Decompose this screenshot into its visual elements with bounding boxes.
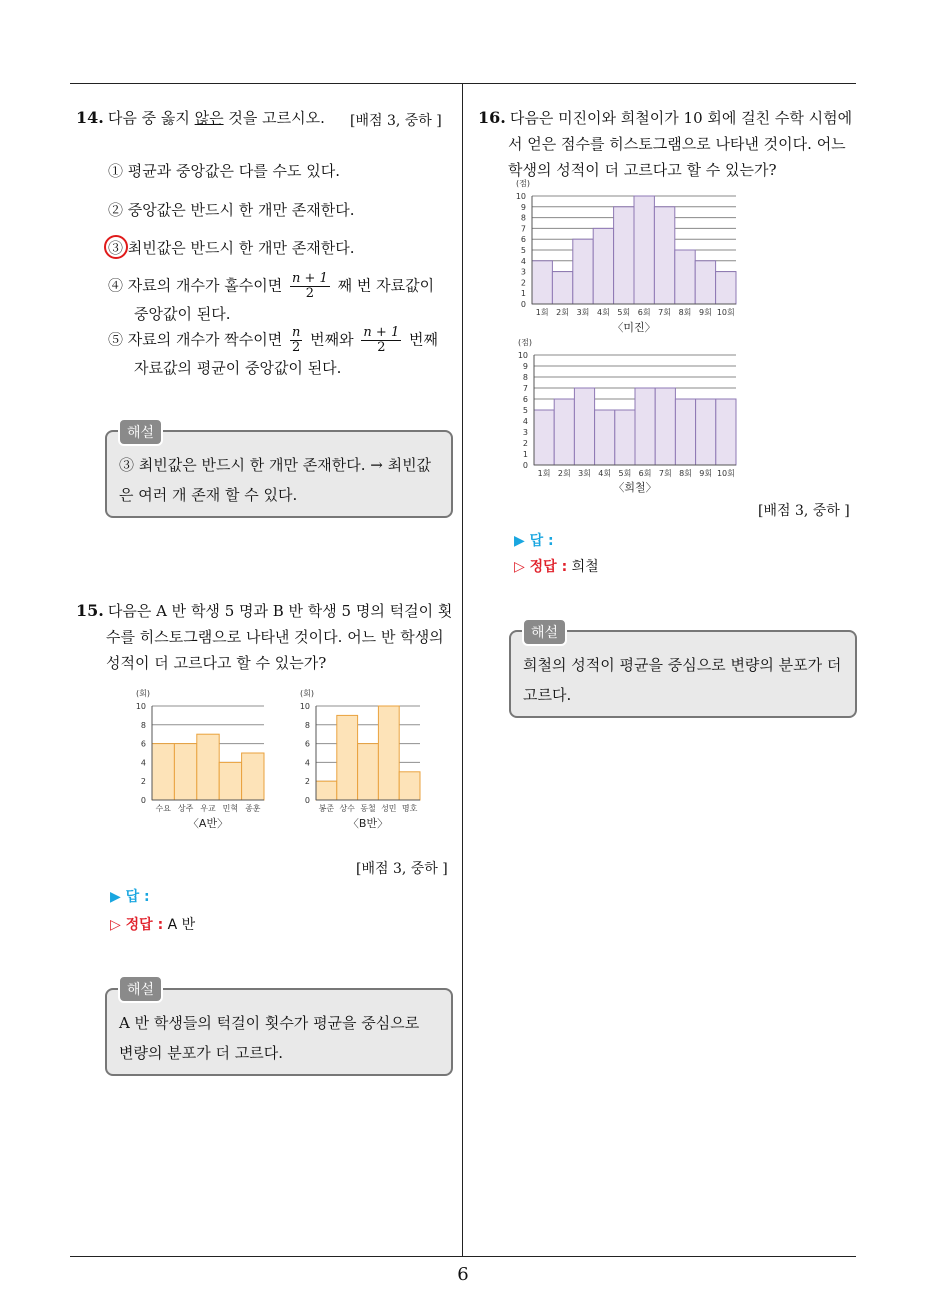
- chart-title: 〈미진〉: [612, 321, 656, 334]
- x-tick-label: 5회: [617, 308, 631, 317]
- bar: [675, 399, 695, 465]
- chart-title: 〈B반〉: [347, 817, 389, 830]
- q14-number: 14.: [76, 108, 104, 127]
- q15-explanation-box: A 반 학생들의 턱걸이 횟수가 평균을 중심으로 변량의 분포가 더 고르다.: [105, 988, 453, 1076]
- x-tick-label: 7회: [658, 308, 672, 317]
- bar: [716, 272, 736, 304]
- q15-score: [배점 3, 중하 ]: [356, 861, 448, 877]
- y-axis-unit: (점): [516, 179, 530, 188]
- y-tick-label: 4: [140, 758, 146, 768]
- x-tick-label: 명호: [401, 804, 418, 813]
- chart-title: 〈A반〉: [187, 817, 229, 830]
- x-tick-label: 2회: [557, 469, 571, 478]
- y-tick-label: 4: [304, 758, 310, 768]
- x-tick-label: 10회: [716, 469, 735, 478]
- y-tick-label: 8: [140, 720, 146, 730]
- chart-title: 〈희철〉: [613, 481, 657, 494]
- bar: [316, 781, 337, 800]
- y-tick-label: 2: [304, 777, 310, 787]
- q14-explanation-tag: 해설: [118, 418, 163, 446]
- q16-explanation-tag: 해설: [522, 618, 567, 646]
- x-tick-label: 9회: [699, 469, 713, 478]
- bar: [655, 388, 675, 465]
- bar: [197, 734, 219, 800]
- column-divider: [462, 83, 463, 1257]
- q14-option-1[interactable]: ① 평균과 중앙값은 다를 수도 있다.: [108, 162, 340, 180]
- chart-huicheol: [510, 338, 740, 500]
- x-tick-label: 1회: [535, 308, 549, 317]
- q15-answer-label: ▶ 답 :: [110, 889, 150, 905]
- bar: [695, 261, 715, 304]
- q15-explanation-tag: 해설: [118, 975, 163, 1003]
- y-tick-label: 6: [304, 739, 310, 749]
- q14-option-4[interactable]: ④ 자료의 개수가 홀수이면 $\frac{n + 1}{2}$ 째 번 자료값이 중앙값이 된다.: [108, 271, 435, 323]
- top-rule: [70, 83, 856, 84]
- x-tick-label: 3회: [578, 469, 591, 478]
- q16-prompt: 16. 다음은 미진이와 희철이가 10 회에 걸친 수학 시험에 서 얻은 점수를 히스토그램으로 나타낸 것이다. 어느 학생의 성적이 더 고르다고 할 수 있는가?: [478, 108, 853, 179]
- y-tick-label: 10: [515, 192, 526, 201]
- y-tick-label: 10: [135, 702, 146, 711]
- y-tick-label: 7: [520, 224, 526, 234]
- bar: [337, 715, 358, 800]
- y-tick-label: 0: [520, 300, 526, 309]
- bar: [615, 410, 635, 465]
- x-tick-label: 동철: [360, 804, 376, 813]
- bar: [696, 399, 716, 465]
- x-tick-label: 봉준: [318, 804, 335, 813]
- q14-option-3[interactable]: ③ 최빈값은 반드시 한 개만 존재한다.: [108, 239, 355, 257]
- q14-option-5[interactable]: ⑤ 자료의 개수가 짝수이면 $\frac{n}{2}$ 번째와 $\frac{n + 1}{2}$ 번째 자료값의 평균이 중앙값이 된다.: [108, 325, 438, 377]
- y-tick-label: 10: [517, 351, 528, 360]
- x-tick-label: 7회: [658, 469, 672, 478]
- bar: [573, 239, 593, 304]
- x-tick-label: 9회: [698, 308, 712, 317]
- y-tick-label: 6: [520, 235, 526, 245]
- bar: [242, 753, 264, 800]
- bar: [635, 388, 655, 465]
- x-tick-label: 10회: [716, 308, 735, 317]
- bar: [593, 228, 613, 304]
- y-tick-label: 6: [522, 395, 528, 404]
- fraction: $\frac{n + 1}{2}$: [292, 271, 328, 301]
- q15-correct-answer: ▷ 정답 : A 반: [110, 917, 196, 933]
- y-tick-label: 5: [522, 406, 528, 415]
- bar: [532, 261, 552, 304]
- y-tick-label: 8: [520, 213, 526, 223]
- y-axis-unit: (회): [136, 689, 150, 698]
- bar: [595, 410, 615, 465]
- bar: [574, 388, 594, 465]
- q14-option-2[interactable]: ② 중앙값은 반드시 한 개만 존재한다.: [108, 201, 355, 219]
- x-tick-label: 4회: [598, 469, 612, 478]
- x-tick-label: 5회: [618, 469, 632, 478]
- q14-score: [배점 3, 중하 ]: [350, 113, 442, 129]
- x-tick-label: 3회: [576, 308, 590, 317]
- x-tick-label: 상수: [339, 804, 355, 813]
- bar: [716, 399, 736, 465]
- x-tick-label: 종훈: [245, 804, 261, 813]
- q16-number: 16.: [478, 108, 506, 127]
- bar: [554, 399, 574, 465]
- y-tick-label: 2: [520, 278, 526, 288]
- y-tick-label: 4: [520, 256, 526, 266]
- y-axis-unit: (회): [300, 689, 314, 698]
- chart-mijin: [510, 178, 740, 338]
- y-tick-label: 0: [140, 796, 146, 805]
- q16-answer-label: ▶ 답 :: [514, 533, 554, 549]
- page-number: 6: [457, 1264, 469, 1285]
- bar: [654, 207, 674, 304]
- y-tick-label: 5: [520, 246, 526, 255]
- y-tick-label: 9: [520, 202, 526, 212]
- bar: [399, 772, 420, 800]
- y-tick-label: 8: [522, 373, 528, 382]
- q14-prompt: 14. 다음 중 옳지 않은 것을 고르시오.: [76, 108, 325, 127]
- bar: [552, 272, 572, 304]
- x-tick-label: 6회: [638, 469, 652, 478]
- x-tick-label: 1회: [537, 469, 551, 478]
- x-tick-label: 6회: [637, 308, 651, 317]
- x-tick-label: 8회: [678, 308, 692, 317]
- x-tick-label: 수요: [155, 804, 171, 813]
- chart-b-class: [290, 686, 430, 836]
- bar: [534, 410, 554, 465]
- y-tick-label: 2: [140, 777, 146, 787]
- q16-correct-answer: ▷ 정답 : 희철: [514, 559, 599, 575]
- bar: [378, 706, 399, 800]
- answer-circle-mark: [104, 235, 128, 259]
- y-tick-label: 10: [299, 702, 310, 711]
- bar: [614, 207, 634, 304]
- y-axis-unit: (점): [518, 338, 532, 347]
- fraction: $\frac{n + 1}{2}$: [363, 325, 400, 355]
- bottom-rule: [70, 1256, 856, 1257]
- x-tick-label: 상주: [177, 804, 194, 813]
- y-tick-label: 1: [522, 450, 528, 459]
- x-tick-label: 4회: [596, 308, 610, 317]
- y-tick-label: 6: [140, 739, 146, 749]
- y-tick-label: 8: [304, 720, 310, 730]
- x-tick-label: 우교: [200, 804, 216, 813]
- y-tick-label: 1: [520, 289, 526, 299]
- bar: [634, 196, 654, 304]
- q15-number: 15.: [76, 601, 104, 620]
- bar: [358, 744, 379, 800]
- q16-explanation-box: 희철의 성적이 평균을 중심으로 변량의 분포가 더 고르다.: [509, 630, 857, 718]
- y-tick-label: 7: [522, 384, 528, 393]
- x-tick-label: 성민: [381, 804, 397, 813]
- y-tick-label: 2: [522, 439, 528, 448]
- x-tick-label: 민혁: [222, 804, 239, 813]
- y-tick-label: 0: [304, 796, 310, 805]
- chart-a-class: [130, 686, 270, 836]
- x-tick-label: 8회: [679, 469, 692, 478]
- bar: [174, 744, 196, 800]
- y-tick-label: 9: [522, 362, 528, 371]
- x-tick-label: 2회: [556, 308, 570, 317]
- y-tick-label: 3: [522, 428, 528, 437]
- q16-score: [배점 3, 중하 ]: [758, 503, 850, 519]
- fraction: $\frac{n}{2}$: [292, 325, 301, 355]
- q15-prompt: 15. 다음은 A 반 학생 5 명과 B 반 학생 5 명의 턱걸이 횟 수를 히스토그램으로 나타낸 것이다. 어느 반 학생의 성적이 더 고르다고 할 수 있는가?: [76, 601, 453, 672]
- y-tick-label: 0: [522, 461, 528, 470]
- bar: [152, 744, 174, 800]
- q14-explanation-box: ③ 최빈값은 반드시 한 개만 존재한다. → 최빈값 은 여러 개 존재 할 수 있다.: [105, 430, 453, 518]
- y-tick-label: 4: [522, 417, 528, 426]
- bar: [675, 250, 695, 304]
- bar: [219, 762, 241, 800]
- y-tick-label: 3: [520, 267, 526, 277]
